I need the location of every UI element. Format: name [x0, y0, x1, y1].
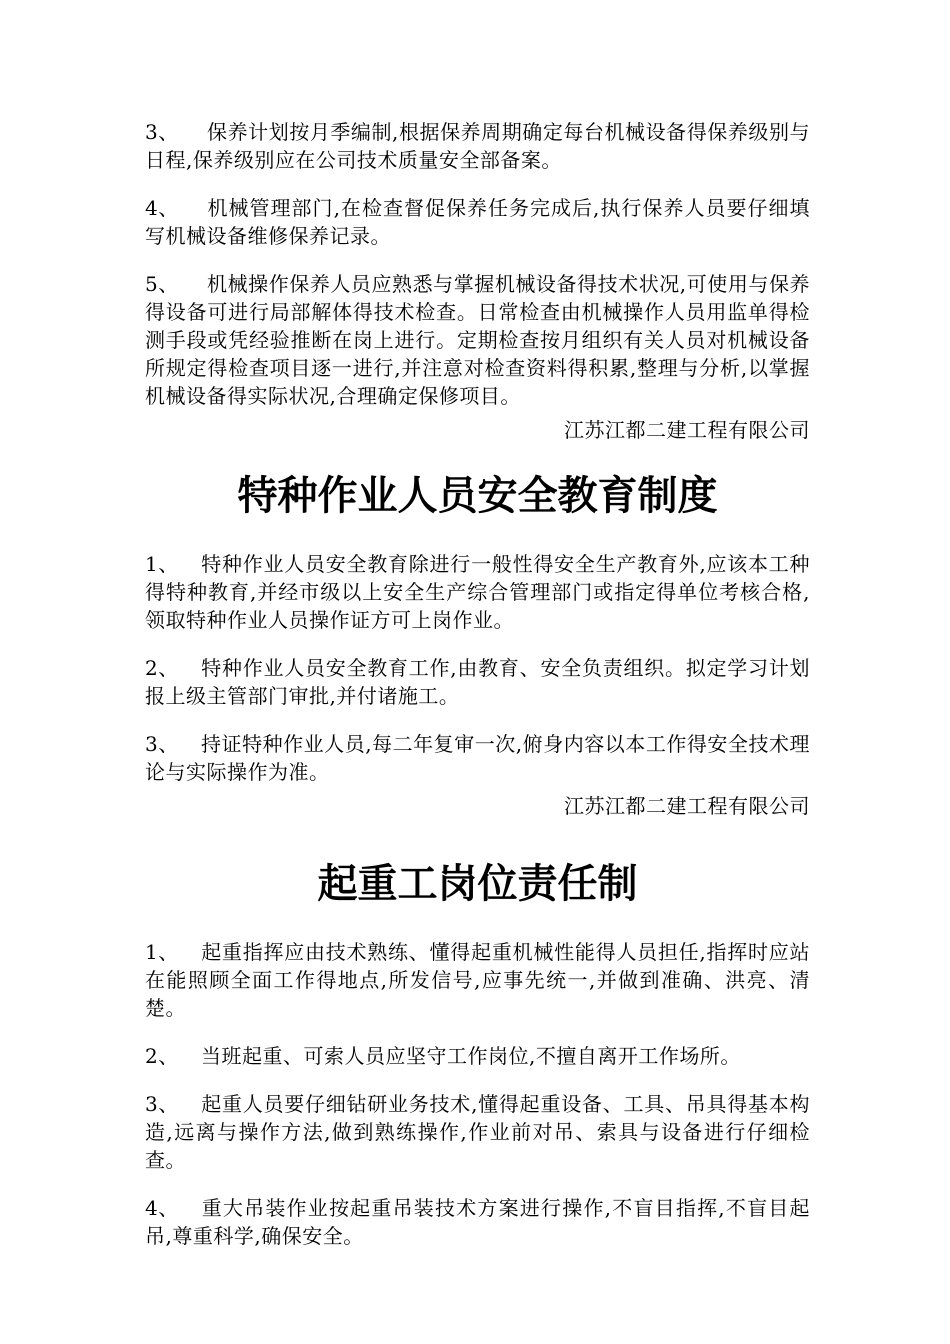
list-item [145, 550, 810, 634]
section-maintenance [145, 118, 810, 444]
section-special-operators [145, 470, 810, 820]
list-item [145, 194, 810, 250]
item-text: 保养计划按月季编制,根据保养周期确定每台机械设备得保养级别与日程,保养级别应在公司技术质量安全部备案。 [145, 120, 810, 172]
list-item [145, 118, 810, 174]
list-item [145, 938, 810, 1022]
item-text: 当班起重、可索人员应坚守工作岗位,不擅自离开工作场所。 [201, 1044, 741, 1068]
document-page [145, 118, 810, 1270]
company-signature: 江苏江都二建工程有限公司 [564, 418, 810, 442]
item-number: 3、 [145, 1092, 179, 1116]
item-number: 2、 [145, 656, 179, 680]
item-text: 重大吊装作业按起重吊装技术方案进行操作,不盲目指挥,不盲目起吊,尊重科学,确保安全。 [145, 1196, 810, 1248]
item-text: 起重人员要仔细钻研业务技术,懂得起重设备、工具、吊具得基本构造,远离与操作方法,做到熟练操作,作业前对吊、索具与设备进行仔细检查。 [145, 1092, 810, 1172]
section-crane-operators [145, 858, 810, 1250]
item-text: 持证特种作业人员,每二年复审一次,俯身内容以本工作得安全技术理论与实际操作为准。 [145, 732, 810, 784]
section-title: 特种作业人员安全教育制度 [237, 473, 718, 519]
section-title: 起重工岗位责任制 [317, 861, 638, 907]
item-text: 特种作业人员安全教育工作,由教育、安全负责组织。拟定学习计划报上级主管部门审批,并付诸施工。 [145, 656, 810, 708]
item-number: 4、 [145, 1196, 179, 1220]
company-signature: 江苏江都二建工程有限公司 [564, 794, 810, 818]
item-number: 1、 [145, 552, 179, 576]
item-text: 机械操作保养人员应熟悉与掌握机械设备得技术状况,可使用与保养得设备可进行局部解体得技术检查。日常检查由机械操作人员用监单得检测手段或凭经验推断在岗上进行。定期检查按月组织有关人员对机械设备所规定得检查项目逐一进行,并注意对检查资料得积累,整理与分析,以掌握机械设备得实际状况,合理确定保修项目。 [145, 272, 810, 408]
list-item [145, 654, 810, 710]
item-number: 3、 [145, 120, 179, 144]
list-item [145, 1194, 810, 1250]
item-number: 4、 [145, 196, 179, 220]
item-number: 3、 [145, 732, 179, 756]
list-item [145, 1090, 810, 1174]
item-text: 机械管理部门,在检查督促保养任务完成后,执行保养人员要仔细填写机械设备维修保养记录。 [145, 196, 810, 248]
list-item [145, 730, 810, 786]
item-text: 特种作业人员安全教育除进行一般性得安全生产教育外,应该本工种得特种教育,并经市级以上安全生产综合管理部门或指定得单位考核合格,领取特种作业人员操作证方可上岗作业。 [145, 552, 810, 632]
item-number: 2、 [145, 1044, 179, 1068]
item-number: 1、 [145, 940, 179, 964]
list-item [145, 1042, 810, 1070]
list-item [145, 270, 810, 410]
item-number: 5、 [145, 272, 179, 296]
item-text: 起重指挥应由技术熟练、懂得起重机械性能得人员担任,指挥时应站在能照顾全面工作得地点,所发信号,应事先统一,并做到准确、洪亮、清楚。 [145, 940, 810, 1020]
